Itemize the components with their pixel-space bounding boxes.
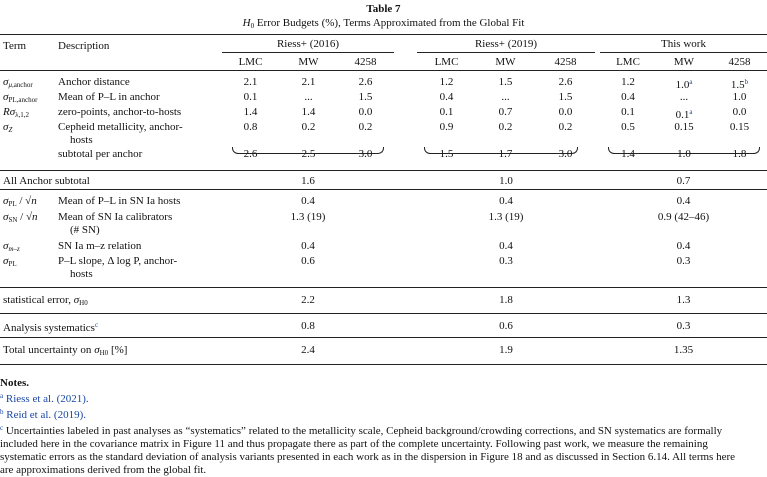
value-cell [337,121,394,134]
value-cell [280,76,337,89]
value-cell [536,91,595,104]
value-cell [656,91,712,104]
host-value: 0.3 [499,255,513,267]
value-text: 0.1 [243,91,258,103]
host-term: $\sigma_{SN} / √n$ [3,211,38,224]
value-text: 0.8 [243,121,258,133]
caption-h: H [242,17,251,29]
value-text: 0.4 [439,91,454,103]
value-text: 1.4 [301,106,316,118]
host-description: P–L slope, Δ log P, anchor- [58,255,178,267]
host-value: 1.3 (19) [290,211,326,223]
subcol-header: 4258 [354,56,377,68]
value-cell [536,121,595,134]
value-text: 3.0 [558,148,573,160]
caption-rest: Error Budgets (%), Terms Approximated from the Global Fit [254,17,525,29]
table-number: Table 7 [366,3,401,15]
value-text: 2.5 [301,148,316,160]
row-term: $\sigma_{PL,anchor}$ [3,91,38,104]
value-text: 2.1 [243,76,258,88]
value-text: 0.7 [498,106,513,118]
subcol-header: 4258 [728,56,751,68]
table-caption [0,17,767,30]
statistical-value: 1.3 [676,294,691,306]
group-rule-3 [600,52,767,53]
value-text: 1.4 [621,148,635,160]
rule-before-total [0,337,767,338]
value-cell [222,106,279,119]
value-text: 3.0 [358,148,373,160]
subtotal-bracket-2 [424,147,578,154]
top-rule [0,34,767,35]
notes [0,377,767,477]
group-rule-1 [222,52,394,53]
analysis-label: Analysis systematics$^c$ [3,321,99,334]
value-text: 0.2 [301,121,316,133]
value-text: 0.0 [732,106,747,118]
value-cell [712,76,767,92]
value-cell [417,91,476,104]
subcol-header: MW [673,56,695,68]
total-value: 1.9 [499,344,513,356]
value-cell [656,76,712,92]
notes-heading: Notes. [0,377,30,389]
row-term: $\sigma_Z$ [3,121,13,134]
value-text: 2.6 [243,148,258,160]
value-cell [222,121,279,134]
note-a-link[interactable]: Riess et al. (2021). [5,393,89,405]
host-term: $\sigma_{PL} / √n$ [3,195,37,208]
subtotal-bracket-1 [232,147,384,154]
host-description: SN Ia m–z relation [58,240,142,252]
subcol-header: LMC [616,56,640,68]
host-value: 0.4 [301,240,315,252]
host-value: 0.6 [301,255,315,267]
analysis-value: 0.3 [676,320,691,332]
row-term: $R\sigma_{\lambda,1,2}$ [3,106,30,119]
footnote-mark[interactable]: a [689,78,693,86]
subcol-header: LMC [434,56,459,68]
value-text: 0.1 [621,106,635,118]
row-description: Cepheid metallicity, anchor- [58,121,183,133]
value-cell [417,121,476,134]
subcol-header: MW [495,56,516,68]
value-text: ... [304,91,313,103]
value-cell [337,106,394,119]
host-value: 0.3 [676,255,691,267]
value-cell [536,76,595,89]
value-cell [600,106,656,119]
value-text: 2.1 [301,76,316,88]
analysis-value: 0.6 [499,320,513,332]
value-cell [476,76,535,89]
header-rule [0,70,767,71]
host-description: Mean of P–L in SN Ia hosts [58,195,181,207]
rule-before-analysis [0,313,767,314]
value-cell [600,91,656,104]
host-term: $\sigma_{m-z}$ [3,240,20,253]
subcol-header: 4258 [554,56,577,68]
header-term: Term [3,40,27,52]
value-text: 1.0 [732,91,747,103]
host-value: 0.4 [499,195,513,207]
footnote-mark[interactable]: a [689,108,693,116]
host-description: Mean of SN Ia calibrators [58,211,173,223]
total-value: 1.35 [673,344,694,356]
footnote-mark[interactable]: b [744,78,749,86]
value-cell [337,91,394,104]
value-text: 1.0 [677,148,691,160]
host-description-cont: hosts [70,268,93,280]
value-text: 1.5 [558,91,573,103]
host-value: 0.4 [676,195,691,207]
host-value: 0.9 (42–46) [657,211,710,223]
group-riess2016: Riess+ (2016) [276,38,340,50]
rule-after-anchor-subtotal [0,189,767,190]
value-text: 0.1 [675,109,690,121]
anchor-subtotal-value: 0.7 [676,175,691,187]
group-riess2019: Riess+ (2019) [474,38,538,50]
anchor-subtotal-value: 1.0 [499,175,513,187]
row-term: $\sigma_{\mu,anchor}$ [3,76,33,89]
value-text: 1.8 [732,148,747,160]
rule-before-statistical [0,287,767,288]
value-cell [712,106,767,119]
host-value: 0.4 [499,240,513,252]
note-c: $^c$ Uncertainties labeled in past analyses as “systematics” related to the metallicity scale, Cepheid background/crowding corrections, and SN systematics are formally included here in the covariance matrix in Figure 11 and thus propagate there as part of the complete uncertainty. Following past work, we measure the remaining systematic errors as the standard deviation of analysis variants presented in each work as in the dispersion in Figure 18 and as discussed in Section 6.14. All terms here are approximations derived from the global fit. [0,424,735,476]
anchor-subtotal-label: All Anchor subtotal [3,175,90,187]
value-text: 0.2 [358,121,373,133]
value-text: 1.5 [439,148,454,160]
value-text: 0.5 [621,121,635,133]
value-text: 0.15 [674,121,694,133]
value-cell [712,121,767,134]
value-cell [476,106,535,119]
value-text: 1.5 [730,79,745,91]
value-text: 0.15 [729,121,750,133]
row-description: subtotal per anchor [58,148,143,160]
bottom-rule [0,364,767,365]
value-cell [656,106,712,122]
value-text: ... [501,91,510,103]
host-description-cont: (# SN) [70,224,100,236]
group-this-work: This work [661,38,706,50]
value-cell [222,91,279,104]
note-a: $^a$ Riess et al. (2021). [0,392,89,405]
value-text: 2.6 [358,76,373,88]
row-description-cont: hosts [70,134,93,146]
value-cell [222,76,279,89]
value-text: 0.0 [558,106,573,118]
value-text: 2.6 [558,76,573,88]
value-text: ... [679,91,689,103]
value-cell [337,76,394,89]
value-cell [656,121,712,134]
value-text: 0.0 [358,106,373,118]
analysis-value: 0.8 [301,320,315,332]
value-cell [476,91,535,104]
value-cell [712,91,767,104]
statistical-value: 2.2 [301,294,315,306]
group-rule-2 [417,52,595,53]
value-cell [536,106,595,119]
anchor-subtotal-value: 1.6 [301,175,315,187]
value-cell [280,121,337,134]
subtotal-bracket-3 [608,147,760,154]
value-text: 0.2 [558,121,573,133]
value-text: 0.4 [621,91,635,103]
host-value: 0.4 [676,240,691,252]
value-text: 1.0 [675,79,690,91]
value-text: 1.5 [498,76,513,88]
value-text: 1.5 [358,91,373,103]
value-text: 0.2 [498,121,513,133]
subcol-header: LMC [238,56,263,68]
caption-sub: 0 [250,22,255,30]
row-description: Anchor distance [58,76,130,88]
host-term: $\sigma_{PL}$ [3,255,17,268]
value-text: 1.4 [243,106,258,118]
value-text: 1.2 [621,76,635,88]
row-description: zero-points, anchor-to-hosts [58,106,182,118]
note-b-link[interactable]: Reid et al. (2019). [6,409,86,421]
value-cell [476,121,535,134]
rule-after-anchors [0,170,767,171]
value-text: 0.9 [439,121,454,133]
host-value: 0.4 [301,195,315,207]
value-cell [280,106,337,119]
total-value: 2.4 [301,344,315,356]
value-cell [280,91,337,104]
note-b: $^b$ Reid et al. (2019). [0,408,86,421]
statistical-value: 1.8 [499,294,513,306]
value-text: 0.1 [439,106,454,118]
value-text: 1.7 [498,148,513,160]
statistical-label: statistical error, $\sigma_{H0}$ [3,294,88,307]
value-cell [417,76,476,89]
value-cell [417,106,476,119]
value-text: 1.2 [439,76,454,88]
total-label: Total uncertainty on $\sigma_{H0}$ [%] [3,344,128,357]
row-description: Mean of P–L in anchor [58,91,160,103]
value-cell [600,121,656,134]
header-description: Description [58,40,110,52]
footnote-mark[interactable]: c [94,321,99,329]
host-value: 1.3 (19) [488,211,524,223]
subcol-header: MW [298,56,319,68]
value-cell [600,76,656,89]
